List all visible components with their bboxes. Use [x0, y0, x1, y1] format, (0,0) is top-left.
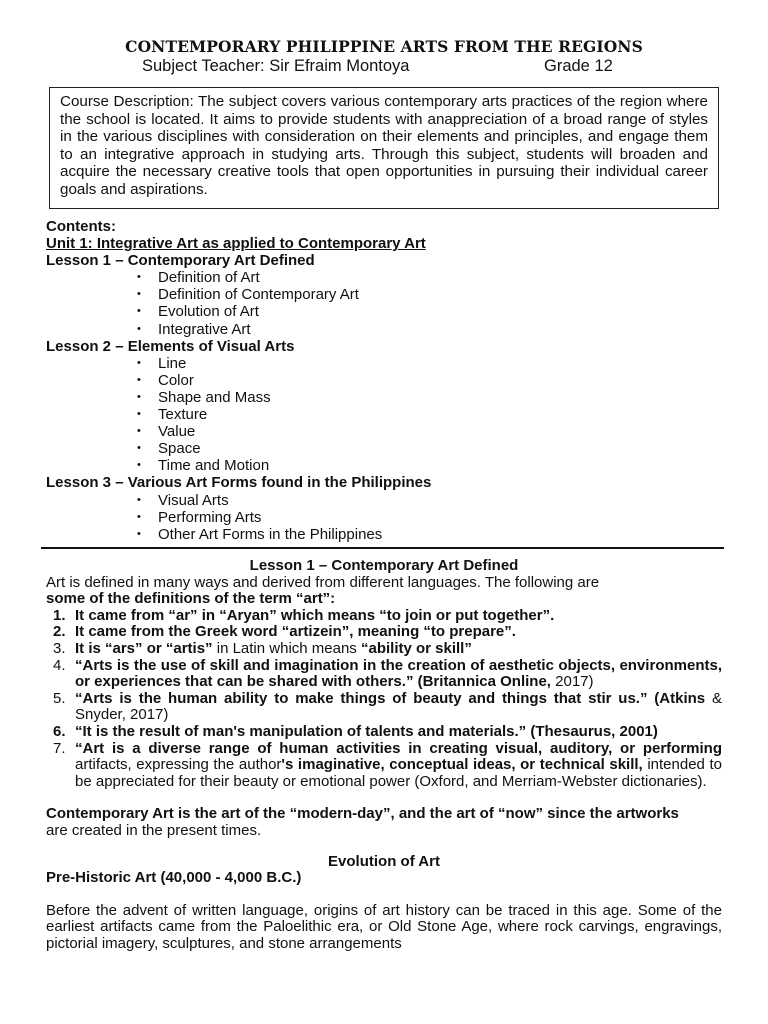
definition-item	[46, 658, 722, 691]
contemporary-definition: is the art of the “modern-day”, and the art of “now” since the artworks	[173, 805, 679, 823]
definition-item	[46, 741, 722, 791]
lesson-1-heading: Lesson 1 – Contemporary Art Defined	[249, 557, 519, 574]
intro-line-1: Art is defined in many ways and derived from different languages. The following are	[46, 573, 600, 591]
section-divider	[41, 547, 724, 549]
contents-heading: Contents:	[46, 218, 116, 235]
definition-text: & Snyder, 2017)	[75, 689, 722, 724]
definition-item	[46, 691, 722, 724]
definition-text: “Art is a diverse range of human activities in creating visual, auditory, or performing	[75, 739, 722, 757]
intro-line-2: some of the definitions of the term “art”:	[46, 590, 336, 608]
toc-lesson-1-items	[46, 269, 726, 337]
item-number: 4.	[53, 656, 66, 674]
definition-text: in Latin which means	[212, 639, 361, 657]
definition-text: It is “ars” or “artis”	[75, 639, 213, 657]
toc-lesson-3-title: Lesson 3 – Various Art Forms found in the Philippines	[46, 474, 432, 492]
definitions-list	[46, 608, 722, 791]
toc-lesson-2-items	[46, 355, 726, 475]
item-number: 6.	[53, 722, 66, 740]
definition-text: “ability or skill”	[360, 639, 472, 657]
term-contemporary-art: Contemporary Art	[46, 805, 174, 823]
prehistoric-heading: Pre-Historic Art (40,000 - 4,000 B.C.)	[46, 869, 302, 887]
definition-text: It came from the Greek word “artizein”, meaning “to prepare”.	[75, 623, 516, 641]
lesson-1-section	[46, 558, 722, 952]
definition-item	[46, 608, 722, 625]
definition-text: It came from “ar” in “Aryan” which means “to join or put together”.	[75, 606, 555, 624]
list-item: • Definition of Contemporary Art	[46, 286, 726, 303]
toc-lesson-2-title: Lesson 2 – Elements of Visual Arts	[46, 337, 295, 355]
list-item: • Color	[46, 372, 726, 389]
definition-item	[46, 724, 722, 741]
list-item: • Evolution of Art	[46, 303, 726, 320]
list-item: • Texture	[46, 406, 726, 423]
definition-text: “Arts is the human ability to make things of beauty and things that stir us.” (Atkins	[75, 689, 706, 707]
contemporary-art-paragraph	[46, 806, 722, 839]
item-number: 1.	[53, 606, 66, 624]
item-number: 7.	[53, 739, 66, 757]
prehistoric-paragraph: Before the advent of written language, origins of art history can be traced in this age. Some of the earliest artifacts came from the Paloelithic era, or Old Stone Age, where rock carvings, engravings, pictorial imagery, sculptures, and stone arrangements	[46, 901, 722, 952]
definition-item	[46, 624, 722, 641]
course-description: Course Description: The subject covers various contemporary arts practices of the region where the school is located. It aims to provide students with anappreciation of a broad range of styles in the various disciplines with consideration on their elements and principles, and engage them to an integrative approach in studying arts. Through this subject, students will broaden and acquire the necessary creative tools that open opportunities in pursuing their individual career goals and aspirations.	[60, 93, 708, 198]
spacer	[46, 840, 722, 854]
definition-text: 2017)	[550, 673, 594, 691]
item-number: 2.	[53, 623, 66, 641]
list-item: • Integrative Art	[46, 321, 726, 338]
item-number: 5.	[53, 689, 66, 707]
contemporary-definition-end: are created in the present times.	[46, 821, 262, 839]
course-description-box	[49, 87, 719, 209]
list-item: • Other Art Forms in the Philippines	[46, 526, 726, 543]
list-item: • Visual Arts	[46, 492, 726, 509]
contents-section	[46, 218, 726, 543]
definition-text: intended to be appreciated for their beauty or emotional power (Oxford, and Merriam-Webster dictionaries).	[75, 756, 723, 790]
definition-text: “Arts is the use of skill and imagination in the creation of aesthetic objects, environments, or experiences that can be shared with others.” (Britannica Online,	[75, 656, 722, 691]
lesson-1-intro	[46, 575, 722, 608]
toc-lesson-1-title: Lesson 1 – Contemporary Art Defined	[46, 252, 315, 270]
toc-lesson-3-items	[46, 492, 726, 543]
list-item: • Value	[46, 423, 726, 440]
spacer	[46, 790, 722, 806]
unit-title: Unit 1: Integrative Art as applied to Contemporary Art	[46, 235, 426, 253]
document-title: CONTEMPORARY PHILIPPINE ARTS FROM THE REGIONS	[125, 37, 643, 56]
spacer	[46, 887, 722, 903]
list-item: • Definition of Art	[46, 269, 726, 286]
subject-teacher: Subject Teacher: Sir Efraim Montoya	[142, 57, 410, 75]
grade-level: Grade 12	[544, 57, 613, 75]
list-item: • Shape and Mass	[46, 389, 726, 406]
list-item: • Performing Arts	[46, 509, 726, 526]
list-item: • Space	[46, 440, 726, 457]
list-item: • Line	[46, 355, 726, 372]
list-item: • Time and Motion	[46, 457, 726, 474]
evolution-heading: Evolution of Art	[328, 852, 440, 870]
definition-item	[46, 641, 722, 658]
definition-text: 's imaginative, conceptual ideas, or technical skill,	[281, 756, 643, 774]
definition-text: “It is the result of man's manipulation of talents and materials.” (Thesaurus, 2001)	[75, 722, 658, 740]
item-number: 3.	[53, 639, 66, 657]
definition-text: artifacts, expressing the author	[75, 756, 282, 774]
